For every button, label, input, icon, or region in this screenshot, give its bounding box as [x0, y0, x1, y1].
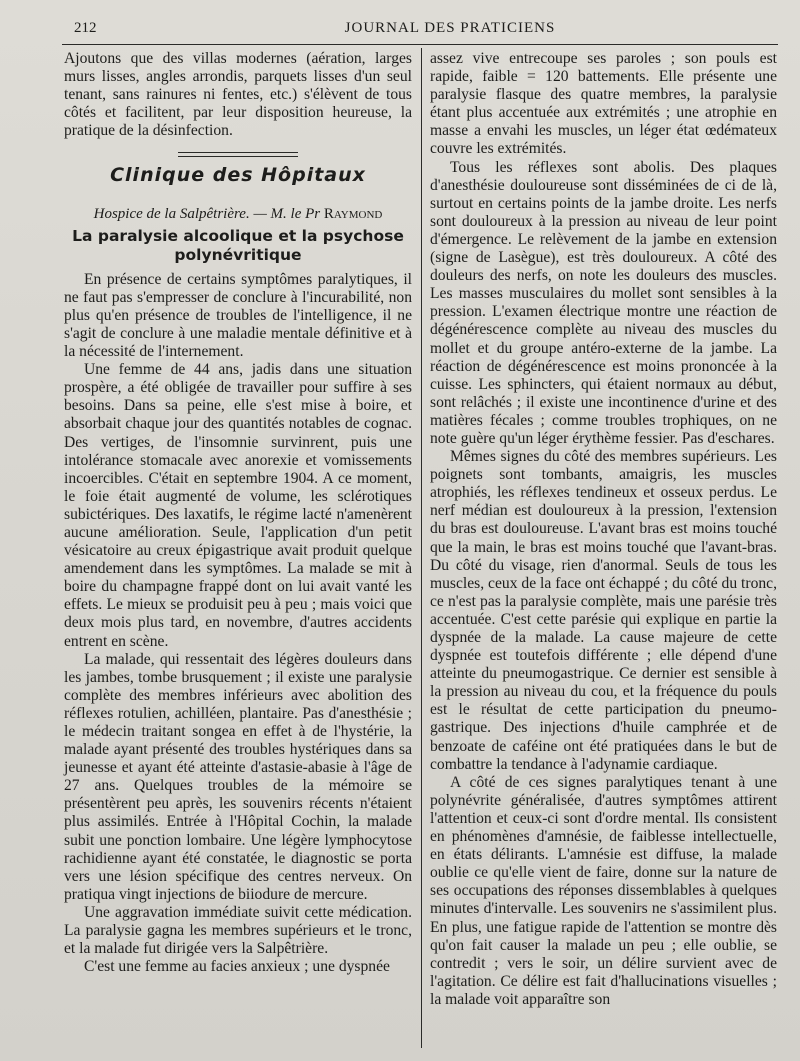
body-paragraph: La malade, qui ressentait des légères douleurs dans les jambes, tombe brusquement ; il existe une paralysie complète des membres inférieurs avec abolition des réflexes rotulien, achilléen, plantaire. Pas d'anesthésie ; le médecin traitant songea en effet à de l'hystérie, la malade ayant présenté des troubles hystériques dans sa jeunesse et ayant été atteinte d'astasie-abasie à l'âge de 27 ans. Quelques troubles de la mémoire se présentèrent peu après, les souvenirs récents n'étaient plus assimilés. Entrée à l'Hôpital Cochin, la malade subit une ponction lombaire. Une légère lymphocytose rachidienne ayant été constatée, le diagnostic se porta vers une lésion spécifique des centres nerveux. On pratiqua vingt injections de biiodure de mercure.	[64, 650, 412, 903]
body-paragraph: En présence de certains symptômes paralytiques, il ne faut pas s'empresser de conclure à l'incurabilité, non plus qu'en présence de troubles de l'intelligence, il ne s'agit de conclure à une maladie mentale définitive et à la nécessité de l'internement.	[64, 270, 412, 361]
page-number: 212	[74, 20, 97, 36]
body-paragraph: Une femme de 44 ans, jadis dans une situation prospère, a été obligée de travailler pour suffire à ses besoins. Dans sa peine, elle s'est mise à boire, et absorbait chaque jour des quantités notables de cognac. Des vertiges, de l'insomnie survinrent, puis une intolérance stomacale avec anorexie et vomissements incoercibles. C'était en septembre 1904. A ce moment, le foie était augmenté de volume, les sclérotiques subictériques. Des laxatifs, le régime lacté n'amenèrent aucune amélioration. Seule, l'application d'un petit vésicatoire au creux épigastrique avait produit quelque amendement dans les symptômes. La malade se mit à boire du champagne frappé dont on lui avait vanté les effets. Le mieux se produisit peu à peu ; mais voici que deux mois plus tard, en novembre, d'autres accidents entrent en scène.	[64, 361, 412, 650]
page-header	[60, 14, 780, 42]
section-title: Clinique des Hôpitaux	[110, 164, 366, 187]
header-rule	[62, 44, 778, 45]
body-paragraph: Mêmes signes du côté des membres supérieurs. Les poignets sont tombants, amaigris, les muscles atrophiés, les réflexes tendineux et osseux perdus. Le nerf médian est douloureux à la pression, l'extension du bras est douloureuse. L'avant bras est moins touché que la main, le bras est moins touché que l'avant-bras. Du côté du visage, rien d'anormal. Seuls de tous les muscles, ceux de la face ont échappé ; du côté du tronc, ce n'est pas la paralysie complète, mais une parésie très accentuée. C'est cette parésie qui explique en partie la dyspnée de la malade. La cause majeure de cette dyspnée est toutefois différente ; elle dépend d'une atteinte du pneumogastrique. Ce dernier est sensible à la pression au niveau du cou, et la fréquence du pouls est le résultat de cette participation du pneumo-gastrique. Des injections d'huile camphrée et de benzoate de caféine ont été pratiquées dans le but de combattre la tendance à l'adynamie cardiaque.	[430, 448, 777, 773]
professor-name: Raymond	[323, 205, 383, 222]
hospice-line	[64, 205, 412, 223]
body-paragraph: assez vive entrecoupe ses paroles ; son pouls est rapide, faible = 120 battements. Elle présente une paralysie flasque des quatre membres, la paralysie étant plus accentuée aux extrémités ; une atrophie en masse a envahi les muscles, un léger état œdémateux couvre les extrémités.	[430, 50, 777, 158]
body-paragraph: C'est une femme au facies anxieux ; une dyspnée	[84, 958, 390, 976]
body-paragraph: Une aggravation immédiate suivit cette médication. La paralysie gagna les membres supérieurs et le tronc, et la malade fut dirigée vers la Salpêtrière.	[64, 903, 412, 958]
left-column	[64, 50, 412, 976]
body-paragraph: Tous les réflexes sont abolis. Des plaques d'anesthésie douloureuse sont disséminées de ci de là, surtout en certains points de la jambe droite. Les nerfs sont douloureux à la pression au niveau de leur point d'émergence. Le relèvement de la jambe en extension (signe de Lasègue), est très douloureux. A côté des douleurs des nerfs, on note les douleurs des muscles. Les masses musculaires du mollet sont sensibles à la pression. L'examen électrique montre une réaction de dégénérescence complète au niveau des muscles du mollet et du groupe antéro-externe de la jambe. La réaction de dégénérescence est moins prononcée à la cuisse. Les sphincters, qui étaient normaux au début, sont relâchés ; il existe une incontinence d'urine et des matières fécales ; comme troubles trophiques, on ne note guère qu'un léger érythème fessier. Pas d'eschares.	[430, 158, 777, 447]
article-title: La paralysie alcoolique et la psychose polynévritique	[72, 226, 404, 264]
right-column	[430, 50, 777, 1009]
body-paragraph: A côté de ces signes paralytiques tenant à une polynévrite généralisée, d'autres symptômes attirent l'attention et ceux-ci sont d'ordre mental. Ils consistent en phénomènes d'amnésie, de faiblesse intellectuelle, en états délirants. L'amnésie est diffuse, la malade oublie ce qu'elle vient de faire, donne sur la nature de ses occupations des réponses dissemblables à quelques minutes d'intervalle. Les souvenirs ne s'assimilent plus. En plus, une fatigue rapide de l'attention se montre dès qu'on fait causer la malade un peu ; elle oublie, se contredit ; vers le soir, un délire survient avec de l'agitation. Ce délire est fait d'hallucinations visuelles ; la malade voit apparaître son	[430, 773, 777, 1008]
intro-paragraph: Ajoutons que des villas modernes (aération, larges murs lisses, angles arrondis, parquets lisses d'un seul tenant, sans rainures ni fentes, etc.) s'élèvent de tous côtés et facilitent, par leur disposition heureuse, la pratique de la désinfection.	[64, 50, 412, 140]
journal-title: JOURNAL DES PRATICIENS	[344, 20, 556, 36]
hospice-prefix: Hospice de la Salpêtrière. — M. le Pr	[93, 205, 324, 222]
column-divider	[421, 48, 422, 1048]
section-ornament	[178, 150, 298, 160]
